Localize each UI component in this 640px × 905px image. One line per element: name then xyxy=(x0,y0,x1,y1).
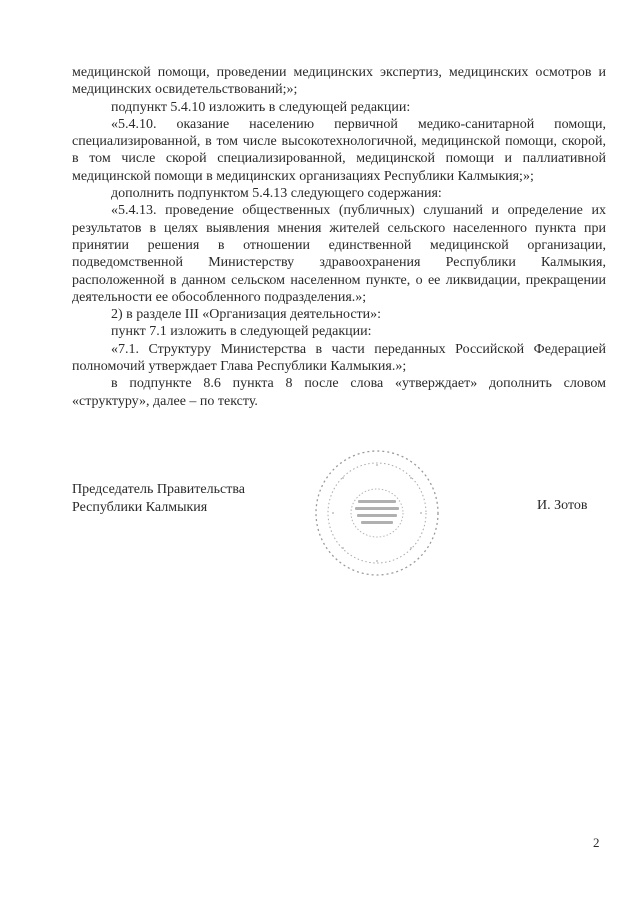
paragraph-subpoint-8-6: в подпункте 8.6 пункта 8 после слова «утверждает» дополнить словом «структуру», далее – по тексту. xyxy=(72,376,606,409)
page-number: 2 xyxy=(593,835,600,850)
paragraph-subpoint-5-4-13: «5.4.13. проведение общественных (публичных) слушаний и определение их результатов в целях выявления мнения жителей сельского населенного пункта при принятии решения в отношении единственной медицинской организации, подведомственной Министерству здравоохранения Республики Калмыкия, расположенной в данном сельском населенном пункте, о ее ликвидации, прекращении деятельности ее обособленного подразделения.»; xyxy=(72,203,606,305)
paragraph-point-7-1-intro: пункт 7.1 изложить в следующей редакции: xyxy=(111,324,372,340)
signature-title xyxy=(72,481,245,516)
signatory-name: И. Зотов xyxy=(537,498,588,513)
paragraph-subpoint-5-4-10-intro: подпункт 5.4.10 изложить в следующей редакции: xyxy=(111,99,411,115)
official-seal-stamp xyxy=(313,448,441,578)
paragraph-subpoint-5-4-10: «5.4.10. оказание населению первичной медико-санитарной помощи, специализированной, в том числе высокотехнологичной, медицинской помощи, скорой, в том числе скорой специализированной, медицинской помощи и паллиативной медицинской помощи в медицинских организациях Республики Калмыкия;»; xyxy=(72,116,606,184)
signature-title-line-1: Председатель Правительства xyxy=(72,482,245,497)
document-body xyxy=(72,64,606,410)
paragraph-point-7-1: «7.1. Структуру Министерства в части переданных Российской Федерацией полномочий утверждает Глава Республики Калмыкия.»; xyxy=(72,341,606,375)
signature-title-line-2: Республики Калмыкия xyxy=(72,499,208,515)
paragraph-continuation: медицинской помощи, проведении медицинских экспертиз, медицинских осмотров и медицинских освидетельствований;»; xyxy=(72,65,606,98)
paragraph-section-3: 2) в разделе III «Организация деятельности»: xyxy=(111,307,382,323)
paragraph-subpoint-5-4-13-intro: дополнить подпунктом 5.4.13 следующего содержания: xyxy=(111,186,442,202)
